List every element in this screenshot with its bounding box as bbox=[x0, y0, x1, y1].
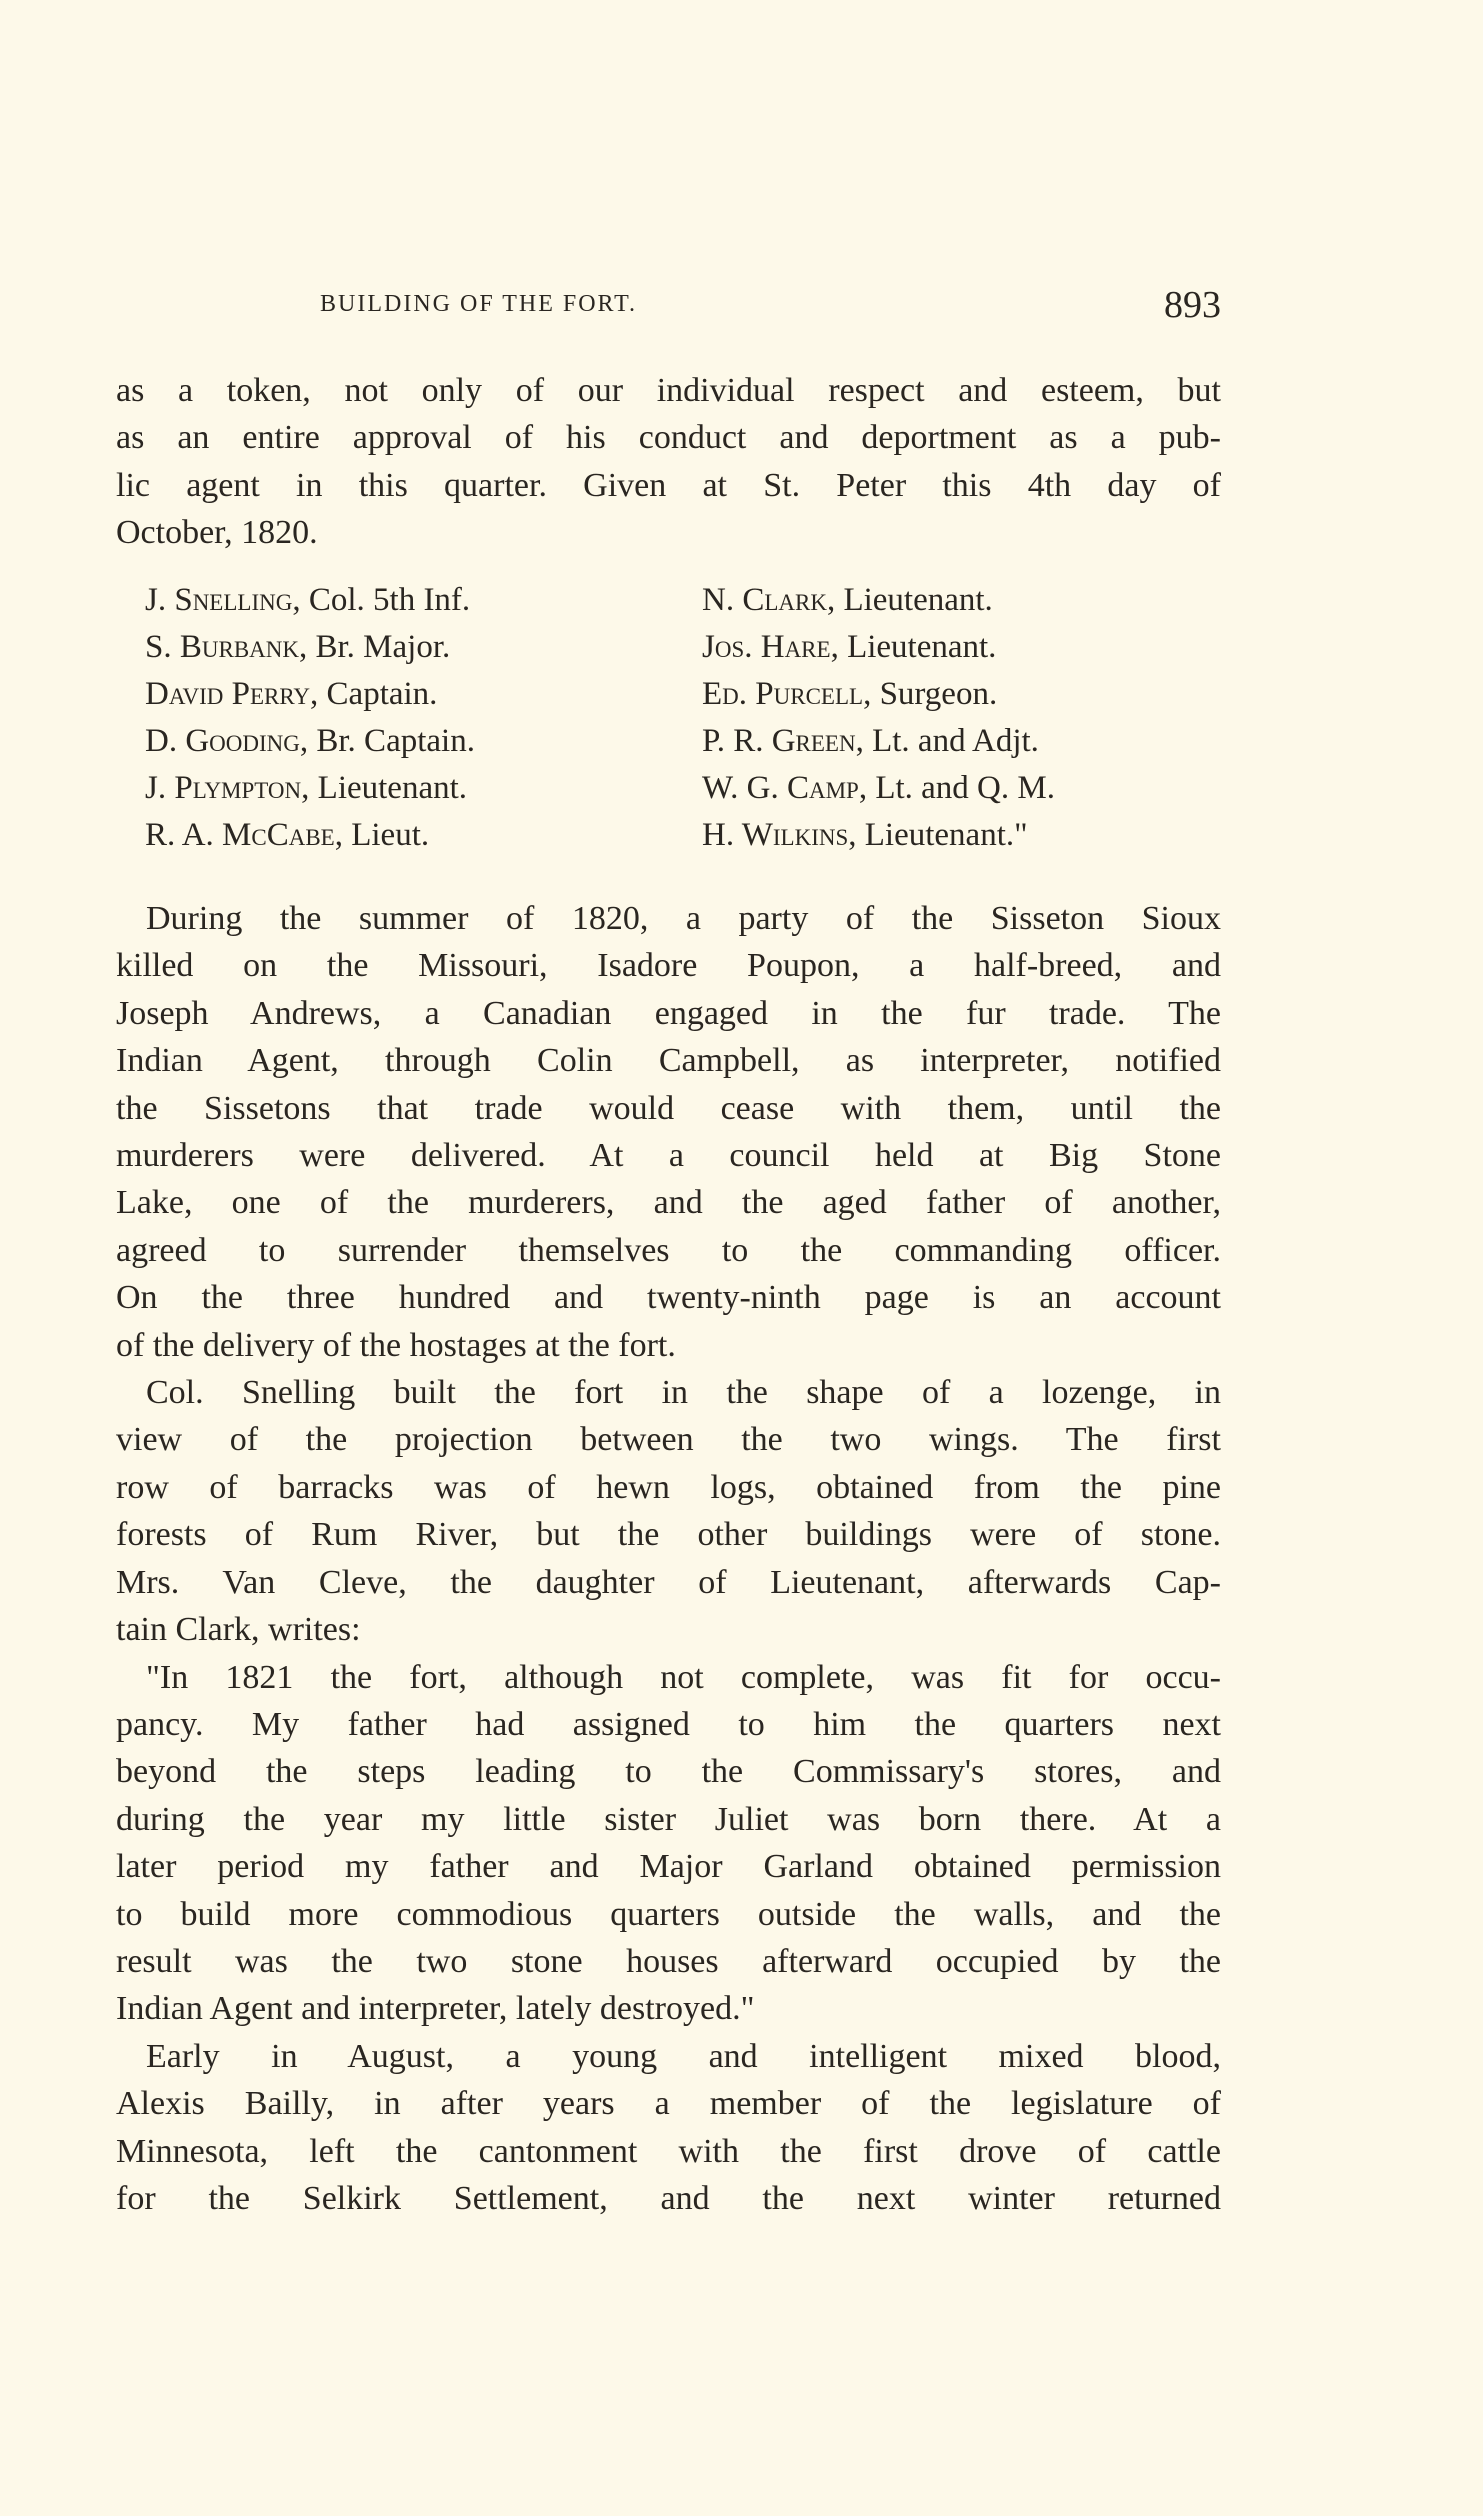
text-line: killed on the Missouri, Isadore Poupon, a half-breed, and bbox=[116, 947, 1221, 985]
text-line: beyond the steps leading to the Commissary's stores, and bbox=[116, 1753, 1221, 1791]
text-line: as an entire approval of his conduct and deportment as a pub- bbox=[116, 419, 1221, 457]
signatory-name: H. Wilkins bbox=[702, 817, 849, 853]
text-line: "In 1821 the fort, although not complete, was fit for occu- bbox=[146, 1658, 1221, 1696]
text-line: forests of Rum River, but the other buildings were of stone. bbox=[116, 1516, 1221, 1554]
intro-paragraph bbox=[116, 367, 1221, 557]
text-line: During the summer of 1820, a party of the Sisseton Sioux bbox=[146, 900, 1221, 937]
text-line: result was the two stone houses afterward occupied by the bbox=[116, 1942, 1221, 1980]
signatory-rank: , Lieutenant. bbox=[301, 770, 468, 806]
text-line: Joseph Andrews, a Canadian engaged in the fur trade. The bbox=[116, 994, 1221, 1032]
body-text bbox=[116, 895, 1221, 2222]
text-line: pancy. My father had assigned to him the quarters next bbox=[116, 1705, 1221, 1743]
text-line: Alexis Bailly, in after years a member of the legislature of bbox=[116, 2085, 1221, 2123]
page-number: 893 bbox=[1164, 284, 1221, 326]
signatory-name: David Perry bbox=[145, 676, 311, 712]
text-line: Col. Snelling built the fort in the shape of a lozenge, in bbox=[146, 1374, 1221, 1412]
text-line: the Sissetons that trade would cease with them, until the bbox=[116, 1089, 1221, 1127]
signature bbox=[145, 718, 475, 765]
signature bbox=[702, 718, 1055, 765]
signatory-name: P. R. Green bbox=[702, 723, 856, 759]
text-line: Indian Agent and interpreter, lately destroyed." bbox=[116, 1990, 755, 2028]
signature-column-right bbox=[702, 577, 1055, 859]
signatory-rank: , Lt. and Q. M. bbox=[858, 770, 1055, 806]
signatory-name: D. Gooding bbox=[145, 723, 300, 759]
text-line: agreed to surrender themselves to the commanding officer. bbox=[116, 1231, 1221, 1269]
text-line: as a token, not only of our individual respect and esteem, but bbox=[116, 372, 1221, 409]
signatory-rank: , Br. Captain. bbox=[299, 723, 475, 759]
signatory-rank: , Col. 5th Inf. bbox=[292, 582, 471, 618]
signatory-name: Jos. Hare bbox=[702, 629, 831, 665]
signatory-rank: , Lt. and Adjt. bbox=[855, 723, 1039, 759]
signatory-name: J. Plympton bbox=[145, 770, 302, 806]
text-line: view of the projection between the two wings. The first bbox=[116, 1421, 1221, 1459]
text-line: Lake, one of the murderers, and the aged father of another, bbox=[116, 1184, 1221, 1222]
signatory-rank: , Br. Major. bbox=[299, 629, 451, 665]
signature bbox=[702, 765, 1055, 812]
text-line: for the Selkirk Settlement, and the next winter returned bbox=[116, 2179, 1221, 2217]
signature bbox=[145, 812, 475, 859]
signature bbox=[145, 577, 475, 624]
text-line: of the delivery of the hostages at the fort. bbox=[116, 1326, 676, 1364]
signatory-rank: , Lieutenant. bbox=[826, 582, 993, 618]
signature bbox=[702, 624, 1055, 671]
text-line: Early in August, a young and intelligent mixed blood, bbox=[146, 2037, 1221, 2075]
signature bbox=[145, 624, 475, 671]
text-line: tain Clark, writes: bbox=[116, 1611, 361, 1649]
text-line: to build more commodious quarters outside the walls, and the bbox=[116, 1895, 1221, 1933]
signatory-rank: , Lieut. bbox=[334, 817, 430, 853]
signatory-rank: , Lieutenant. bbox=[830, 629, 997, 665]
text-line: during the year my little sister Juliet was born there. At a bbox=[116, 1800, 1221, 1838]
text-line: Mrs. Van Cleve, the daughter of Lieutenant, afterwards Cap- bbox=[116, 1563, 1221, 1601]
signatory-name: J. Snelling bbox=[145, 582, 293, 618]
signatory-name: Ed. Purcell bbox=[702, 676, 864, 712]
running-head bbox=[320, 283, 1221, 333]
signatory-rank: , Lieutenant." bbox=[848, 817, 1028, 853]
text-line: row of barracks was of hewn logs, obtained from the pine bbox=[116, 1468, 1221, 1506]
signatory-name: N. Clark bbox=[702, 582, 827, 618]
text-line: Minnesota, left the cantonment with the first drove of cattle bbox=[116, 2132, 1221, 2170]
text-line: lic agent in this quarter. Given at St. Peter this 4th day of bbox=[116, 466, 1221, 504]
signature-column-left bbox=[145, 577, 475, 859]
signature bbox=[702, 577, 1055, 624]
signatory-rank: , Surgeon. bbox=[863, 676, 998, 712]
text-line: murderers were delivered. At a council held at Big Stone bbox=[116, 1137, 1221, 1175]
signature bbox=[702, 671, 1055, 718]
running-title: BUILDING OF THE FORT. bbox=[320, 291, 638, 317]
text-line: later period my father and Major Garland obtained permission bbox=[116, 1848, 1221, 1886]
text-line: Indian Agent, through Colin Campbell, as interpreter, notified bbox=[116, 1042, 1221, 1080]
text-line: On the three hundred and twenty-ninth page is an account bbox=[116, 1279, 1221, 1317]
signatory-name: W. G. Camp bbox=[702, 770, 859, 806]
text-line: October, 1820. bbox=[116, 514, 318, 552]
signatory-name: S. Burbank bbox=[145, 629, 299, 665]
signatory-rank: , Captain. bbox=[310, 676, 438, 712]
signature bbox=[145, 671, 475, 718]
signatory-name: R. A. McCabe bbox=[145, 817, 335, 853]
signature bbox=[145, 765, 475, 812]
signature bbox=[702, 812, 1055, 859]
